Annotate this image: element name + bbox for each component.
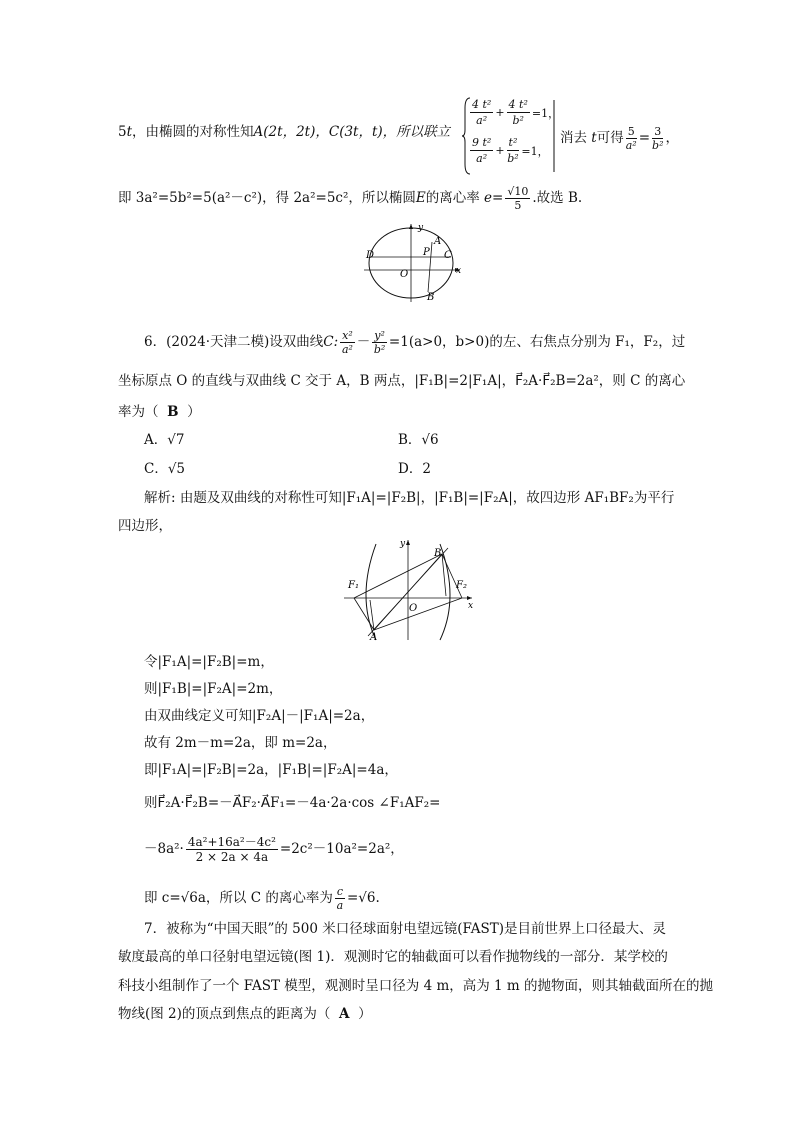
question-7-line-1: 7．被称为“中国天眼”的 500 米口径球面射电望远镜(FAST)是目前世界上口径最大、灵	[144, 921, 666, 937]
question-6-line-1: 6．(2024·天津二模)设双曲线 C: $\frac{\text{x²}}{\text{a²}}$ － $\frac{\text{y²}}{\text{b²}}$ =1(a>0，b>0)的左、右焦点分别为 F₁，F₂，过	[144, 329, 686, 356]
solution-line-1-tail: 消去 t 可得 $\frac{5}{\text{a²}}$ = $\frac{3}{\text{b²}}$ ，	[560, 125, 679, 152]
question-6-line-2: 坐标原点 O 的直线与双曲线 C 交于 A，B 两点，|F₁B|=2|F₁A|，F⃗₂A·F⃗₂B=2a²，则 C 的离心	[118, 373, 686, 389]
derivation-line-1: 令|F₁A|=|F₂B|=m，	[144, 654, 274, 670]
label-x: x	[456, 266, 462, 276]
solution-line-2: 即 3a²=5b²=5(a²－c²)，得 2a²=5c²，所以椭圆 E 的离心率 e = $\frac{√10}{5}$ .故选 B.	[118, 185, 583, 212]
derivation-line-8: 即 c=√6a，所以 C 的离心率为 $\frac{c}{a}$ =√6.	[144, 885, 380, 912]
question-6-line-3: 率为（ B ）	[118, 404, 201, 420]
solution-6-line-2: 四边形，	[118, 518, 172, 534]
label-y: y	[400, 539, 406, 549]
label-y: y	[418, 223, 424, 233]
label-O: O	[400, 269, 409, 280]
label-A: A	[370, 632, 378, 643]
label-C: C	[444, 250, 452, 261]
segment-F1A	[354, 598, 374, 630]
label-F1: F₁	[348, 580, 359, 591]
question-7-line-4: 物线(图 2)的顶点到焦点的距离为（ A ）	[118, 1006, 372, 1022]
derivation-line-3: 由双曲线定义可知|F₂A|－|F₁A|=2a，	[144, 708, 375, 724]
label-A: A	[434, 236, 442, 247]
right-branch	[440, 544, 450, 640]
label-P: P	[423, 247, 430, 258]
derivation-line-2: 则|F₁B|=|F₂A|=2m，	[144, 681, 283, 697]
option-A: A．√7	[144, 432, 185, 448]
option-C: C．√5	[144, 461, 186, 477]
question-7-answer: A	[339, 1006, 350, 1022]
label-x: x	[468, 601, 474, 611]
label-D: D	[366, 250, 375, 261]
question-6-answer: B	[167, 404, 179, 420]
ellipse-figure	[352, 220, 472, 310]
right-bar	[550, 96, 558, 176]
label-O: O	[409, 603, 418, 614]
equation-system	[462, 96, 562, 176]
solution-6-line-1: 解析: 由题及双曲线的对称性可知|F₁A|=|F₂B|，|F₁B|=|F₂A|，故四边形 AF₁BF₂为平行	[144, 490, 675, 506]
option-D: D．2	[398, 461, 431, 477]
derivation-line-6: 则F⃗₂A·F⃗₂B=－A⃗F₂·A⃗F₁=－4a·2a·cos ∠F₁AF₂=	[144, 795, 441, 811]
label-F2: F₂	[456, 580, 467, 591]
question-7-line-2: 敏度最高的单口径射电望远镜(图 1)．观测时它的轴截面可以看作抛物线的一部分．某学校的	[118, 949, 668, 965]
hyperbola-figure	[338, 536, 478, 646]
segment-F2B	[442, 554, 462, 598]
y-axis-arrow-icon	[406, 540, 410, 545]
derivation-line-4: 故有 2m－m=2a，即 m=2a，	[144, 735, 337, 751]
derivation-line-7: －8a²· $\frac{\text{4a²+16a²－4c²}}{2 \times 2a \times 4a}$ =2c²－10a²=2a²，	[144, 835, 404, 864]
label-B: B	[434, 548, 442, 559]
question-7-line-3: 科技小组制作了一个 FAST 模型，观测时呈口径为 4 m，高为 1 m 的抛物面，则其轴截面所在的抛	[118, 978, 714, 994]
equation-1: $\frac{\text{4 t²}}{\text{a²}}$ + $\frac{\text{4 t²}}{\text{b²}}$ =1，	[472, 98, 560, 127]
equation-2: $\frac{\text{9 t²}}{\text{a²}}$ + $\frac{\text{t²}}{\text{b²}}$ =1，	[472, 136, 549, 165]
option-B: B．√6	[398, 432, 439, 448]
solution-line-1: 5t，由椭圆的对称性知A(2t，2t)，C(3t，t)，所以联立	[118, 124, 451, 140]
x-axis-arrow-icon	[467, 596, 472, 600]
label-B: B	[427, 292, 435, 303]
derivation-line-5: 即|F₁A|=|F₂B|=2a，|F₁B|=|F₂A|=4a，	[144, 762, 398, 778]
